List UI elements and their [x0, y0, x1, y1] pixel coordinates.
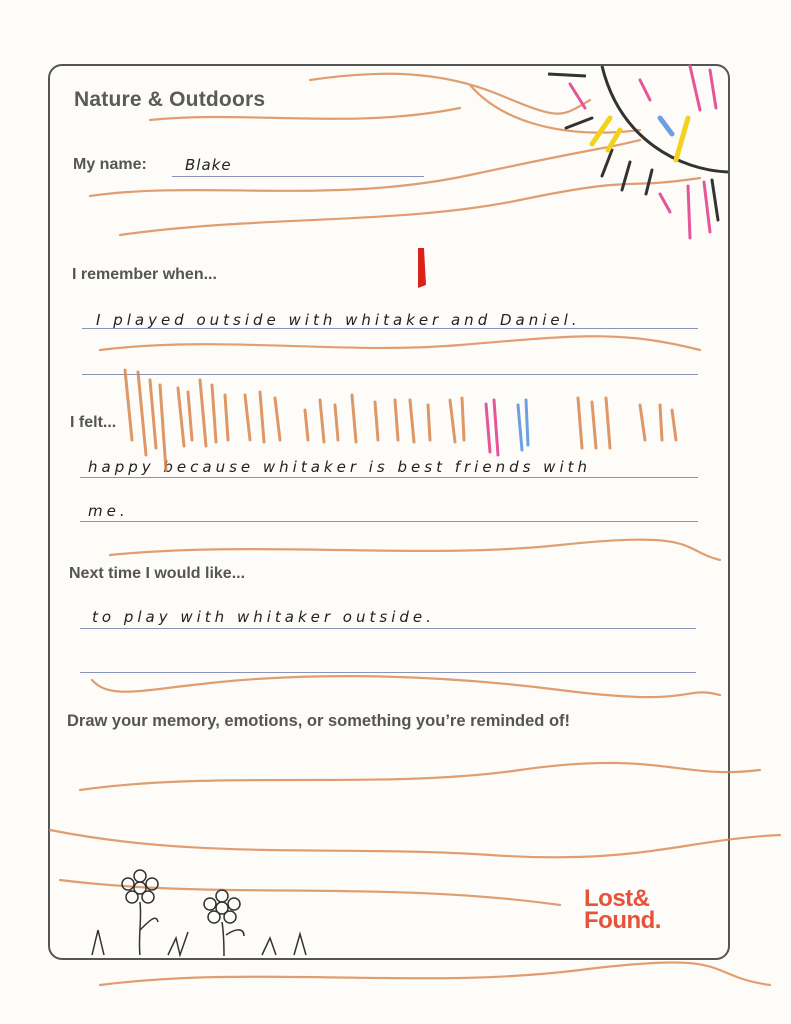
crayon-stroke	[310, 74, 590, 114]
logo-line-1: Lost&	[584, 885, 650, 912]
crayon-stroke	[50, 830, 780, 857]
next-answer[interactable]: to play with whitaker outside.	[92, 608, 435, 626]
grass-icon	[92, 930, 306, 955]
crayon-stroke	[80, 763, 760, 790]
brand-logo	[584, 885, 661, 934]
draw-prompt: Draw your memory, emotions, or something you’re reminded of!	[67, 712, 571, 730]
felt-label: I felt...	[70, 414, 117, 431]
crayon-stroke	[120, 178, 700, 235]
flower-icon	[122, 870, 158, 955]
name-value[interactable]: Blake	[185, 156, 232, 174]
remember-label: I remember when...	[72, 266, 217, 283]
pink-scribble	[486, 400, 498, 455]
grass-scribble	[125, 370, 676, 470]
crayon-stroke	[100, 962, 770, 985]
red-mark	[418, 248, 426, 288]
blue-scribble	[518, 400, 528, 450]
felt-answer-1[interactable]: happy because whitaker is best friends with	[88, 458, 592, 476]
crayon-stroke	[92, 676, 720, 697]
next-label: Next time I would like...	[69, 565, 246, 582]
name-label: My name:	[73, 156, 147, 173]
page-title: Nature & Outdoors	[74, 88, 266, 111]
flower-icon	[204, 890, 244, 956]
crayon-stroke	[150, 108, 460, 120]
remember-answer[interactable]: I played outside with whitaker and Daniel.	[96, 311, 581, 329]
crayon-stroke	[110, 540, 720, 560]
crayon-stroke	[100, 336, 700, 350]
crayon-stroke	[90, 140, 640, 196]
logo-line-2: Found.	[584, 907, 661, 934]
sun-drawing	[548, 66, 728, 238]
felt-answer-2[interactable]: me.	[88, 502, 129, 520]
